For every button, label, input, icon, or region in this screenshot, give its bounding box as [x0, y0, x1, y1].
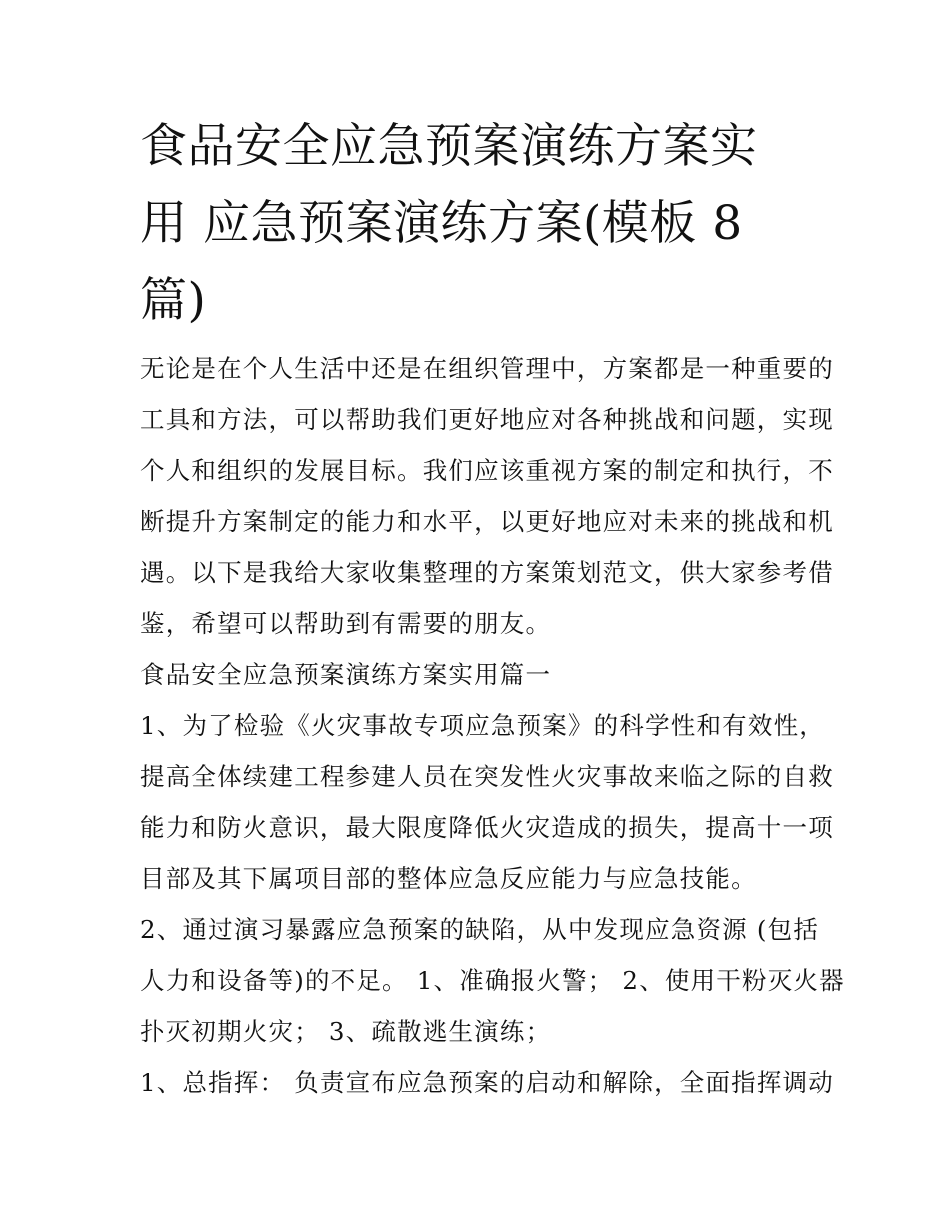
section-heading-text: 食品安全应急预案演练方案实用篇一 [140, 660, 552, 689]
text-line: 无论是在个人生活中还是在组织管理中，方案都是一种重要的 [140, 354, 834, 383]
text-line: 1、总指挥： 负责宣布应急预案的启动和解除，全面指挥调动 [140, 1068, 834, 1097]
title-line-3: 篇) [140, 273, 207, 328]
text-line: 断提升方案制定的能力和水平，以更好地应对未来的挑战和机 [140, 507, 834, 536]
document-page [140, 108, 845, 1108]
text-line: 工具和方法，可以帮助我们更好地应对各种挑战和问题，实现 [140, 405, 834, 434]
document-title [140, 108, 815, 339]
text-line: 目部及其下属项目部的整体应急反应能力与应急技能。 [140, 864, 757, 893]
commander-paragraph [140, 1057, 834, 1108]
section-heading [140, 649, 815, 700]
title-line-2: 用 应急预案演练方案(模板 8 [140, 196, 743, 251]
text-line: 1、为了检验《火灾事故专项应急预案》的科学性和有效性， [140, 711, 825, 740]
text-line: 遇。以下是我给大家收集整理的方案策划范文，供大家参考借 [140, 558, 834, 587]
text-line: 鉴，希望可以帮助到有需要的朋友。 [140, 609, 552, 638]
intro-paragraph [140, 343, 834, 649]
text-line: 能力和防火意识，最大限度降低火灾造成的损失，提高十一项 [140, 813, 834, 842]
text-line: 人力和设备等)的不足。 1、准确报火警； 2、使用干粉灭火器 [140, 966, 845, 995]
text-line: 提高全体续建工程参建人员在突发性火灾事故来临之际的自救 [140, 762, 834, 791]
item-1-paragraph [140, 700, 834, 904]
text-line: 个人和组织的发展目标。我们应该重视方案的制定和执行，不 [140, 456, 834, 485]
text-line: 2、通过演习暴露应急预案的缺陷，从中发现应急资源 (包括 [140, 915, 820, 944]
title-line-1: 食品安全应急预案演练方案实 [140, 119, 758, 174]
item-2-paragraph [140, 904, 845, 1057]
text-line: 扑灭初期火灾； 3、疏散逃生演练； [140, 1017, 552, 1046]
